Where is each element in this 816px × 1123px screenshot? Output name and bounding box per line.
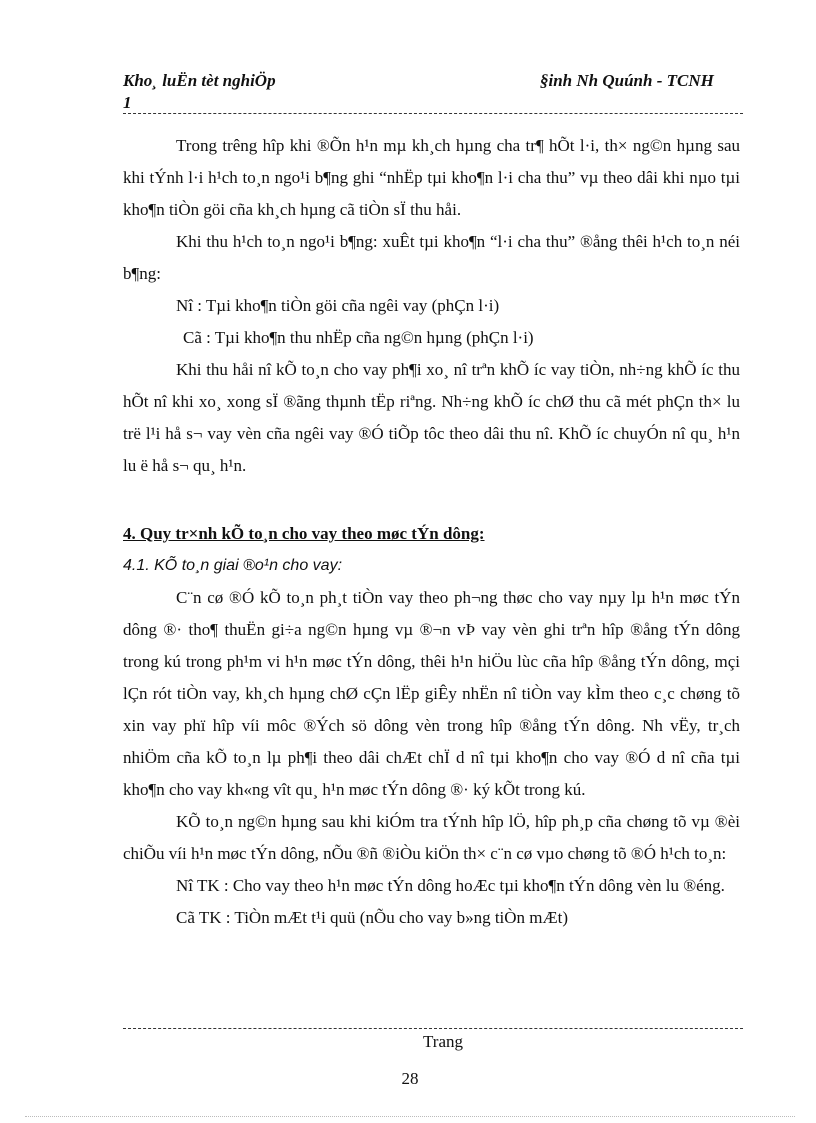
section-title: 4. Quy tr×nh kÕ to¸n cho vay theo møc tÝn dông: [123,524,485,543]
page-number: 28 [401,1069,419,1088]
spacer [123,482,740,518]
credit-entry: Cã TK : TiÒn mÆt t¹i quü (nÕu cho vay b»ng tiÒn mÆt) [176,908,569,927]
page-bottom-edge [25,1116,795,1117]
section-heading [123,518,740,550]
paragraph: Khi thu h¹ch to¸n ngo¹i b¶ng: xuÊt tµi kho¶n “l·i cha thu” ®ång thêi h¹ch to¸n néi b¶ng: [123,232,740,283]
subsection-heading: 4.1. KÕ to¸n giai ®o¹n cho vay: [123,557,343,574]
paragraph: Khi thu håi nî kÕ to¸n cho vay ph¶i xo¸ nî trªn khÕ íc vay tiÒn, nh÷ng khÕ íc thu hÕt nî khi xo¸ xong sÏ ®ãng thµnh tËp riªng. Nh÷ng khÕ íc chØ thu cã mét phÇn th× lu trë l¹i hå s¬ vay vèn cña ngêi vay ®Ó tiÕp tôc theo dâi thu nî. KhÕ íc chuyÓn nî qu¸ h¹n lu ë hå s¬ qu¸ h¹n. [123,360,740,475]
paragraph: C¨n cø ®Ó kÕ to¸n ph¸t tiÒn vay theo ph¬ng thøc cho vay nµy lµ h¹n møc tÝn dông ®· tho¶ thuËn gi÷a ng©n hµng vµ ®¬n vÞ vay vèn ghi trªn hîp ®ång tÝn dông trong kú trong ph¹m vi h¹n møc tÝn dông, thêi h¹n hiÖu lùc cña hîp ®ång tÝn dông, mçi lÇn rót tiÒn vay, kh¸ch hµng chØ cÇn lËp giÊy nhËn nî tiÒn vay kÌm theo c¸c chøng tõ xin vay phï hîp víi môc ®Ých sö dông vèn trong hîp ®ång tÝn dông. Nh vËy, tr¸ch nhiÖm cña kÕ to¸n lµ ph¶i theo dâi chÆt chÏ d nî tµi kho¶n cho vay ®Ó d nî cña tµi kho¶n cho vay kh«ng vît qu¸ h¹n møc tÝn dông ®· ký kÕt trong kú. [123,588,740,799]
debit-entry: Nî : Tµi kho¶n tiÒn göi cña ngêi vay (phÇn l·i) [176,296,500,315]
body-text [123,130,740,934]
header-left [123,70,276,114]
paragraph: Trong trêng hîp khi ®Õn h¹n mµ kh¸ch hµng cha tr¶ hÕt l·i, th× ng©n hµng sau khi tÝnh l·i h¹ch to¸n ngo¹i b¶ng ghi “nhËp tµi kho¶n l·i cha thu” vµ theo dâi khi nµo tµi kho¶n tiÒn göi cña kh¸ch hµng cã tiÒn sÏ thu håi. [123,136,740,219]
header-page-marker: 1 [123,93,132,112]
footer-divider [123,1028,743,1029]
credit-entry: Cã : Tµi kho¶n thu nhËp cña ng©n hµng (phÇn l·i) [183,328,534,347]
header-divider [123,113,743,114]
header-author: §inh Nh Quúnh - TCNH [540,71,714,90]
header-thesis-title: Kho¸ luËn tèt nghiÖp [123,71,276,90]
paragraph: KÕ to¸n ng©n hµng sau khi kiÓm tra tÝnh hîp lÖ, hîp ph¸p cña chøng tõ vµ ®èi chiÕu víi h¹n møc tÝn dông, nÕu ®ñ ®iÒu kiÖn th× c¨n cø vµo chøng tõ ®Ó h¹ch to¸n: [123,812,740,863]
debit-entry: Nî TK : Cho vay theo h¹n møc tÝn dông hoÆc tµi kho¶n tÝn dông vèn lu ®éng. [176,876,725,895]
footer-label: Trang [423,1032,463,1051]
